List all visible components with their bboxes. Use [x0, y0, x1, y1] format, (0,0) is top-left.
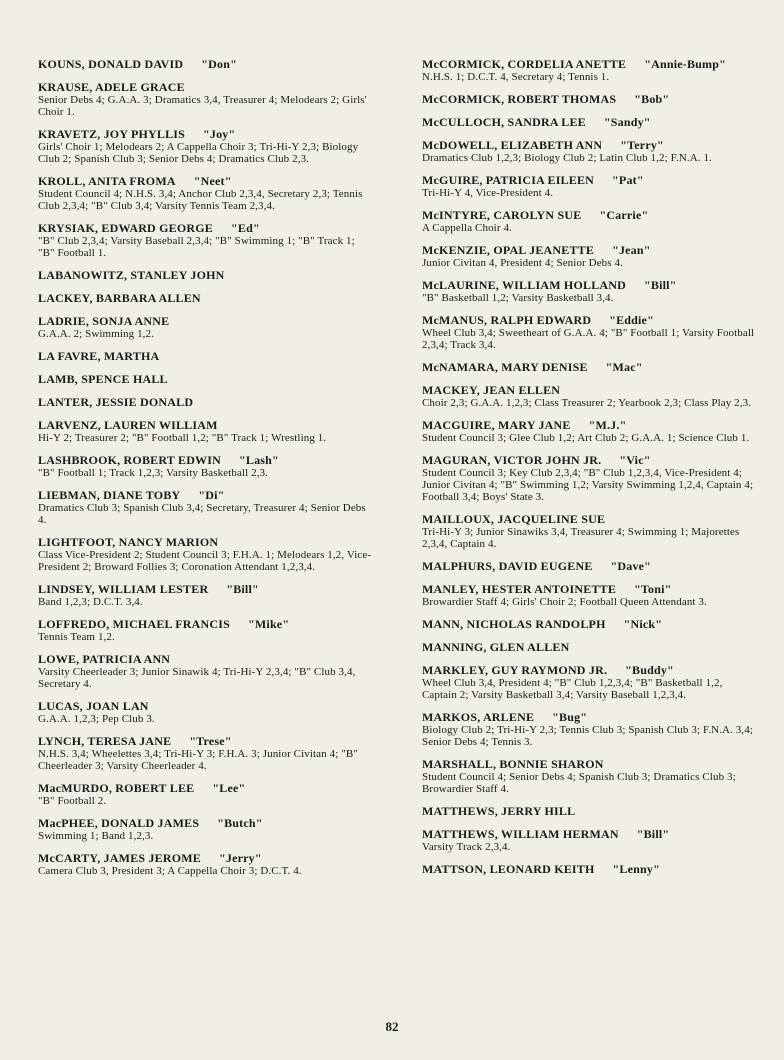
student-nickname: "Lenny": [612, 862, 660, 876]
student-activities: "B" Club 2,3,4; Varsity Baseball 2,3,4; "B" Swimming 1; "B" Track 1; "B" Football 1.: [38, 235, 355, 259]
student-activities: "B" Basketball 1,2; Varsity Basketball 3,4.: [422, 292, 614, 304]
student-name: McCULLOCH, SANDRA LEE: [422, 115, 586, 129]
student-name: MacMURDO, ROBERT LEE: [38, 781, 195, 795]
student-name: MAILLOUX, JACQUELINE SUE: [422, 512, 606, 526]
student-entry: [38, 454, 374, 479]
student-name: MARSHALL, BONNIE SHARON: [422, 757, 604, 771]
student-nickname: "Di": [198, 488, 225, 502]
student-entry: [38, 419, 374, 444]
student-nickname: "Mac": [605, 360, 643, 374]
entry-heading: [422, 361, 758, 374]
student-nickname: "Jean": [612, 243, 651, 257]
entry-heading: [422, 116, 758, 129]
student-activities: Student Council 3; Key Club 2,3,4; "B" Club 1,2,3,4, Vice-President 4; Junior Civitan 4; "B" Swimming 1,2; Varsity Swimming 1,2,4, Captain 4; Football 3,4; Boys' State 3.: [422, 467, 754, 503]
student-activities: Varsity Track 2,3,4.: [422, 841, 511, 853]
entry-heading: [422, 279, 758, 292]
student-entry: [38, 269, 374, 282]
student-entry: [38, 536, 374, 573]
student-nickname: "Neet": [193, 174, 232, 188]
student-entry: [38, 489, 374, 526]
student-entry: [422, 805, 758, 818]
student-name: McGUIRE, PATRICIA EILEEN: [422, 173, 595, 187]
entry-heading: [38, 81, 374, 94]
entry-heading: [422, 863, 758, 876]
entry-heading: [422, 139, 758, 152]
entry-heading: [38, 58, 374, 71]
entry-heading: [38, 852, 374, 865]
student-nickname: "Sandy": [603, 115, 651, 129]
student-entry: [38, 653, 374, 690]
entry-heading: [38, 419, 374, 432]
student-activities: Wheel Club 3,4; Sweetheart of G.A.A. 4; "B" Football 1; Varsity Football 2,3,4; Track 3,4.: [422, 327, 755, 351]
student-name: KROLL, ANITA FROMA: [38, 174, 176, 188]
student-nickname: "Lash": [239, 453, 279, 467]
student-name: McDOWELL, ELIZABETH ANN: [422, 138, 603, 152]
student-entry: [38, 222, 374, 259]
student-entry: [422, 641, 758, 654]
student-nickname: "Bill": [644, 278, 677, 292]
student-nickname: "M.J.": [588, 418, 627, 432]
student-entry: [422, 139, 758, 164]
student-name: McKENZIE, OPAL JEANETTE: [422, 243, 595, 257]
entry-heading: [38, 653, 374, 666]
entry-heading: [38, 536, 374, 549]
student-entry: [422, 560, 758, 573]
student-entry: [422, 863, 758, 876]
entry-heading: [422, 384, 758, 397]
student-nickname: "Mike": [248, 617, 290, 631]
student-name: MALPHURS, DAVID EUGENE: [422, 559, 593, 573]
student-nickname: "Vic": [619, 453, 651, 467]
student-nickname: "Jerry": [219, 851, 262, 865]
student-name: LABANOWITZ, STANLEY JOHN: [38, 268, 225, 282]
student-nickname: "Bug": [552, 710, 588, 724]
student-entry: [38, 700, 374, 725]
entry-heading: [38, 269, 374, 282]
student-name: LARVENZ, LAUREN WILLIAM: [38, 418, 218, 432]
entry-heading: [422, 664, 758, 677]
student-nickname: "Lee": [212, 781, 246, 795]
student-name: LASHBROOK, ROBERT EDWIN: [38, 453, 221, 467]
student-name: LUCAS, JOAN LAN: [38, 699, 149, 713]
student-entry: [38, 128, 374, 165]
student-entry: [422, 618, 758, 631]
student-name: LYNCH, TERESA JANE: [38, 734, 172, 748]
student-name: LAMB, SPENCE HALL: [38, 372, 168, 386]
student-nickname: "Bill": [636, 827, 670, 841]
student-entry: [422, 58, 758, 83]
entry-heading: [422, 758, 758, 771]
student-activities: A Cappella Choir 4.: [422, 222, 512, 234]
entry-heading: [422, 618, 758, 631]
student-name: LACKEY, BARBARA ALLEN: [38, 291, 201, 305]
entry-heading: [422, 805, 758, 818]
entry-heading: [38, 782, 374, 795]
student-name: MAGURAN, VICTOR JOHN JR.: [422, 453, 602, 467]
student-name: LINDSEY, WILLIAM LESTER: [38, 582, 209, 596]
student-name: LANTER, JESSIE DONALD: [38, 395, 194, 409]
student-activities: Tri-Hi-Y 4, Vice-President 4.: [422, 187, 554, 199]
student-name: McMANUS, RALPH EDWARD: [422, 313, 592, 327]
student-activities: Band 1,2,3; D.C.T. 3,4.: [38, 596, 143, 608]
student-name: MacPHEE, DONALD JAMES: [38, 816, 200, 830]
student-name: MATTHEWS, WILLIAM HERMAN: [422, 827, 619, 841]
entry-heading: [38, 350, 374, 363]
student-entry: [422, 583, 758, 608]
entry-heading: [422, 58, 758, 71]
student-entry: [422, 513, 758, 550]
student-nickname: "Terry": [620, 138, 664, 152]
entry-heading: [38, 175, 374, 188]
entry-heading: [38, 292, 374, 305]
student-activities: N.H.S. 1; D.C.T. 4, Secretary 4; Tennis 1.: [422, 71, 610, 83]
entry-heading: [422, 711, 758, 724]
student-name: LADRIE, SONJA ANNE: [38, 314, 170, 328]
student-nickname: "Nick": [623, 617, 663, 631]
entry-heading: [38, 454, 374, 467]
student-name: MATTHEWS, JERRY HILL: [422, 804, 576, 818]
student-name: LIEBMAN, DIANE TOBY: [38, 488, 181, 502]
student-name: McINTYRE, CAROLYN SUE: [422, 208, 582, 222]
student-entry: [422, 711, 758, 748]
student-activities: Wheel Club 3,4, President 4; "B" Club 1,2,3,4; "B" Basketball 1,2, Captain 2; Varsity Basketball 3,4; Varsity Baseball 1,2,3,4.: [422, 677, 723, 701]
entry-heading: [38, 396, 374, 409]
student-nickname: "Butch": [217, 816, 263, 830]
student-entry: [38, 373, 374, 386]
student-activities: Junior Civitan 4, President 4; Senior Debs 4.: [422, 257, 623, 269]
student-entry: [422, 361, 758, 374]
student-name: KRAUSE, ADELE GRACE: [38, 80, 185, 94]
entry-heading: [422, 513, 758, 526]
student-activities: Tennis Team 1,2.: [38, 631, 115, 643]
student-entry: [38, 735, 374, 772]
student-activities: Dramatics Club 1,2,3; Biology Club 2; Latin Club 1,2; F.N.A. 1.: [422, 152, 712, 164]
student-entry: [422, 314, 758, 351]
entry-heading: [422, 419, 758, 432]
entry-heading: [38, 128, 374, 141]
student-name: MACKEY, JEAN ELLEN: [422, 383, 561, 397]
student-activities: N.H.S. 3,4; Wheelettes 3,4; Tri-Hi-Y 3; F.H.A. 3; Junior Civitan 4; "B" Cheerleader 3; Varsity Cheerleader 4.: [38, 748, 358, 772]
student-activities: G.A.A. 1,2,3; Pep Club 3.: [38, 713, 155, 725]
entry-heading: [38, 373, 374, 386]
student-entry: [38, 618, 374, 643]
student-entry: [422, 419, 758, 444]
student-activities: Browardier Staff 4; Girls' Choir 2; Football Queen Attendant 3.: [422, 596, 707, 608]
student-name: KRYSIAK, EDWARD GEORGE: [38, 221, 214, 235]
student-name: LOWE, PATRICIA ANN: [38, 652, 171, 666]
entry-heading: [38, 735, 374, 748]
entry-heading: [38, 700, 374, 713]
student-nickname: "Carrie": [599, 208, 649, 222]
student-entry: [38, 315, 374, 340]
entry-heading: [38, 618, 374, 631]
entry-heading: [422, 641, 758, 654]
student-nickname: "Joy": [203, 127, 236, 141]
student-entry: [38, 817, 374, 842]
student-activities: Student Council 4; Senior Debs 4; Spanish Club 3; Dramatics Club 3; Browardier Staff 4.: [422, 771, 736, 795]
student-entry: [38, 81, 374, 118]
entry-heading: [422, 583, 758, 596]
right-column: [422, 58, 758, 886]
student-name: McLAURINE, WILLIAM HOLLAND: [422, 278, 626, 292]
student-nickname: "Pat": [612, 173, 644, 187]
student-activities: Choir 2,3; G.A.A. 1,2,3; Class Treasurer 2; Yearbook 2,3; Class Play 2,3.: [422, 397, 752, 409]
student-entry: [422, 174, 758, 199]
student-name: McCORMICK, CORDELIA ANETTE: [422, 57, 627, 71]
student-entry: [38, 292, 374, 305]
student-activities: G.A.A. 2; Swimming 1,2.: [38, 328, 154, 340]
student-name: MATTSON, LEONARD KEITH: [422, 862, 595, 876]
student-activities: Dramatics Club 3; Spanish Club 3,4; Secretary, Treasurer 4; Senior Debs 4.: [38, 502, 366, 526]
entry-heading: [38, 315, 374, 328]
student-entry: [38, 782, 374, 807]
student-name: McNAMARA, MARY DENISE: [422, 360, 588, 374]
student-entry: [422, 244, 758, 269]
student-entry: [38, 350, 374, 363]
student-name: MANLEY, HESTER ANTOINETTE: [422, 582, 617, 596]
student-name: LA FAVRE, MARTHA: [38, 349, 160, 363]
student-entry: [422, 209, 758, 234]
entry-heading: [38, 583, 374, 596]
student-activities: Girls' Choir 1; Melodears 2; A Cappella Choir 3; Tri-Hi-Y 2,3; Biology Club 2; Spanish Club 3; Senior Debs 4; Dramatics Club 2,3.: [38, 141, 359, 165]
student-activities: "B" Football 1; Track 1,2,3; Varsity Basketball 2,3.: [38, 467, 269, 479]
student-name: KOUNS, DONALD DAVID: [38, 57, 184, 71]
entry-heading: [422, 174, 758, 187]
student-nickname: "Toni": [634, 582, 672, 596]
student-entry: [422, 758, 758, 795]
student-nickname: "Ed": [231, 221, 260, 235]
student-activities: Hi-Y 2; Treasurer 2; "B" Football 1,2; "B" Track 1; Wrestling 1.: [38, 432, 327, 444]
student-name: MANNING, GLEN ALLEN: [422, 640, 570, 654]
left-column: [38, 58, 374, 887]
entry-heading: [422, 244, 758, 257]
student-nickname: "Trese": [189, 734, 232, 748]
entry-heading: [38, 817, 374, 830]
entry-heading: [38, 222, 374, 235]
student-activities: Varsity Cheerleader 3; Junior Sinawik 4; Tri-Hi-Y 2,3,4; "B" Club 3,4, Secretary 4.: [38, 666, 356, 690]
student-entry: [38, 396, 374, 409]
entry-heading: [422, 93, 758, 106]
student-name: MARKOS, ARLENE: [422, 710, 535, 724]
student-entry: [422, 454, 758, 503]
student-activities: Student Council 3; Glee Club 1,2; Art Club 2; G.A.A. 1; Science Club 1.: [422, 432, 750, 444]
student-entry: [38, 58, 374, 71]
student-nickname: "Dave": [610, 559, 652, 573]
page-number: 82: [385, 1019, 399, 1034]
student-name: MARKLEY, GUY RAYMOND JR.: [422, 663, 608, 677]
student-nickname: "Annie-Bump": [644, 57, 726, 71]
entry-heading: [422, 828, 758, 841]
student-nickname: "Buddy": [625, 663, 674, 677]
student-activities: Biology Club 2; Tri-Hi-Y 2,3; Tennis Club 3; Spanish Club 3; F.N.A. 3,4; Senior Debs 4; Tennis 3.: [422, 724, 754, 748]
entry-heading: [422, 314, 758, 327]
student-activities: Class Vice-President 2; Student Council 3; F.H.A. 1; Melodears 1,2, Vice-President 2; Broward Follies 3; Coronation Attendant 1,2,3,4.: [38, 549, 372, 573]
student-entry: [422, 384, 758, 409]
entry-heading: [422, 454, 758, 467]
student-activities: "B" Football 2.: [38, 795, 107, 807]
student-name: MANN, NICHOLAS RANDOLPH: [422, 617, 606, 631]
student-entry: [422, 664, 758, 701]
student-entry: [422, 828, 758, 853]
student-entry: [38, 175, 374, 212]
student-name: McCARTY, JAMES JEROME: [38, 851, 202, 865]
student-nickname: "Eddie": [609, 313, 654, 327]
entry-heading: [422, 209, 758, 222]
student-name: KRAVETZ, JOY PHYLLIS: [38, 127, 186, 141]
student-activities: Tri-Hi-Y 3; Junior Sinawiks 3,4, Treasurer 4; Swimming 1; Majorettes 2,3,4, Captain 4.: [422, 526, 740, 550]
student-activities: Senior Debs 4; G.A.A. 3; Dramatics 3,4, Treasurer 4; Melodears 2; Girls' Choir 1.: [38, 94, 367, 118]
student-name: LOFFREDO, MICHAEL FRANCIS: [38, 617, 231, 631]
student-nickname: "Don": [201, 57, 237, 71]
student-nickname: "Bob": [634, 92, 670, 106]
student-activities: Swimming 1; Band 1,2,3.: [38, 830, 154, 842]
student-entry: [38, 583, 374, 608]
entry-heading: [422, 560, 758, 573]
student-name: McCORMICK, ROBERT THOMAS: [422, 92, 617, 106]
student-entry: [422, 116, 758, 129]
student-entry: [422, 279, 758, 304]
student-name: MACGUIRE, MARY JANE: [422, 418, 571, 432]
student-activities: Student Council 4; N.H.S. 3,4; Anchor Club 2,3,4, Secretary 2,3; Tennis Club 2,3,4; "B" Club 3,4; Varsity Tennis Team 2,3,4.: [38, 188, 363, 212]
student-nickname: "Bill": [226, 582, 259, 596]
student-activities: Camera Club 3, President 3; A Cappella Choir 3; D.C.T. 4.: [38, 865, 302, 877]
student-name: LIGHTFOOT, NANCY MARION: [38, 535, 219, 549]
student-entry: [38, 852, 374, 877]
student-entry: [422, 93, 758, 106]
entry-heading: [38, 489, 374, 502]
